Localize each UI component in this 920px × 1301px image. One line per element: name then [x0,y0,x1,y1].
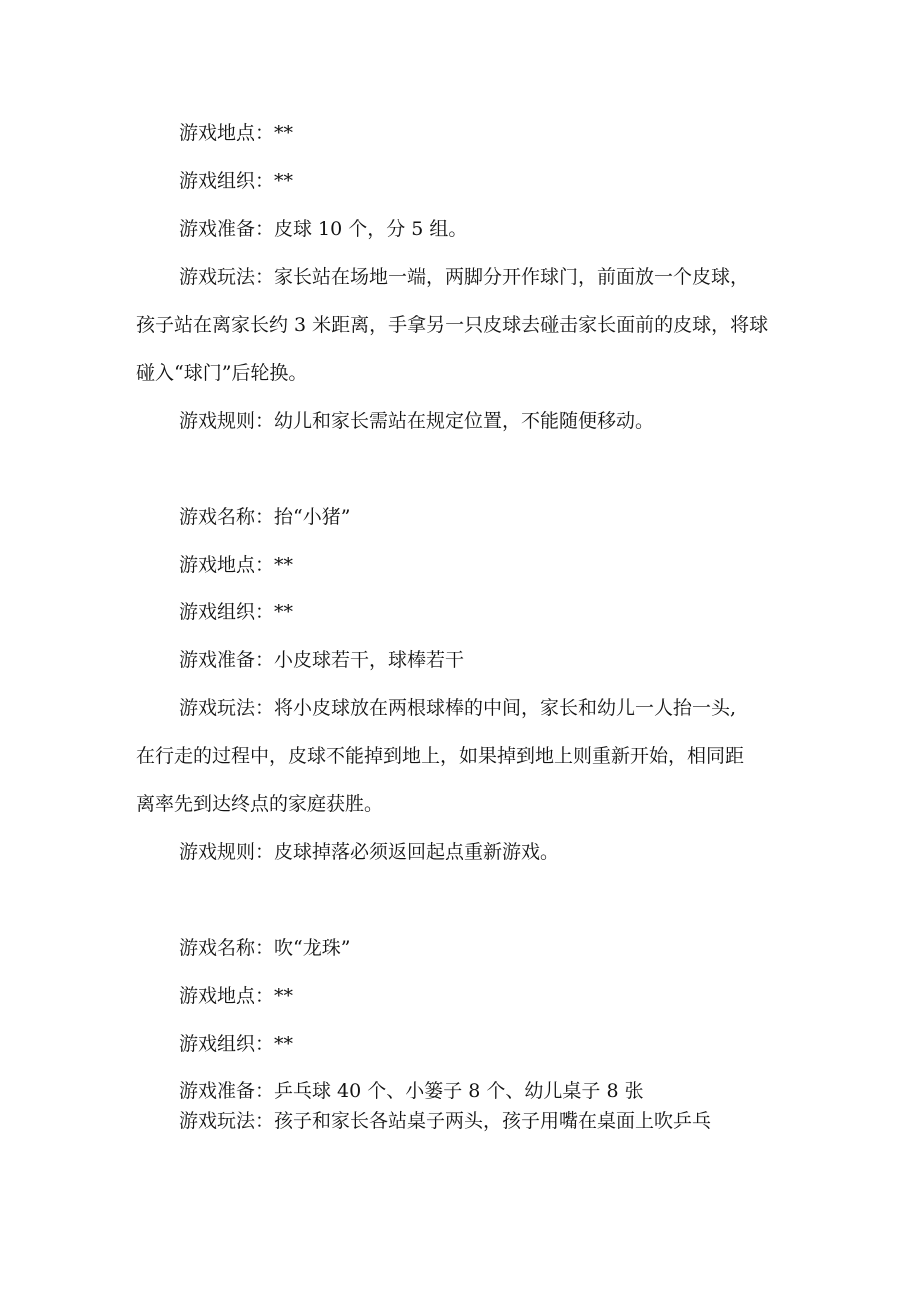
game-play-1-line1: 游戏玩法：家长站在场地一端，两脚分开作球门，前面放一个皮球， [179,266,750,288]
game-name-3: 游戏名称：吹“龙珠” [179,937,351,959]
game-play-2-line1: 游戏玩法：将小皮球放在两根球棒的中间，家长和幼儿一人抬一头, [179,697,737,719]
game-preparation-2: 游戏准备：小皮球若干，球棒若干 [179,649,465,671]
game-play-1-line2: 孩子站在离家长约 3 米距离，手拿另一只皮球去碰击家长面前的皮球，将球 [136,314,769,336]
game-location-1: 游戏地点：** [179,122,294,144]
game-organization-2: 游戏组织：** [179,601,294,623]
game-play-3-line1: 游戏玩法：孩子和家长各站桌子两头，孩子用嘴在桌面上吹乒乓 [179,1110,712,1132]
game-rules-2: 游戏规则：皮球掉落必须返回起点重新游戏。 [179,841,560,863]
game-organization-3: 游戏组织：** [179,1033,294,1055]
game-play-2-line3: 离率先到达终点的家庭获胜。 [136,793,384,815]
game-preparation-1: 游戏准备：皮球 10 个，分 5 组。 [179,218,468,240]
game-organization-1: 游戏组织：** [179,170,294,192]
game-play-2-line2: 在行走的过程中，皮球不能掉到地上，如果掉到地上则重新开始，相同距 [136,745,745,767]
game-preparation-3: 游戏准备：乒乓球 40 个、小篓子 8 个、幼儿桌子 8 张 [179,1080,644,1102]
game-rules-1: 游戏规则：幼儿和家长需站在规定位置，不能随便移动。 [179,410,655,432]
game-location-2: 游戏地点：** [179,554,294,576]
game-name-2: 游戏名称：抬“小猪” [179,506,351,528]
game-play-1-line3: 碰入“球门”后轮换。 [136,362,308,384]
game-location-3: 游戏地点：** [179,985,294,1007]
